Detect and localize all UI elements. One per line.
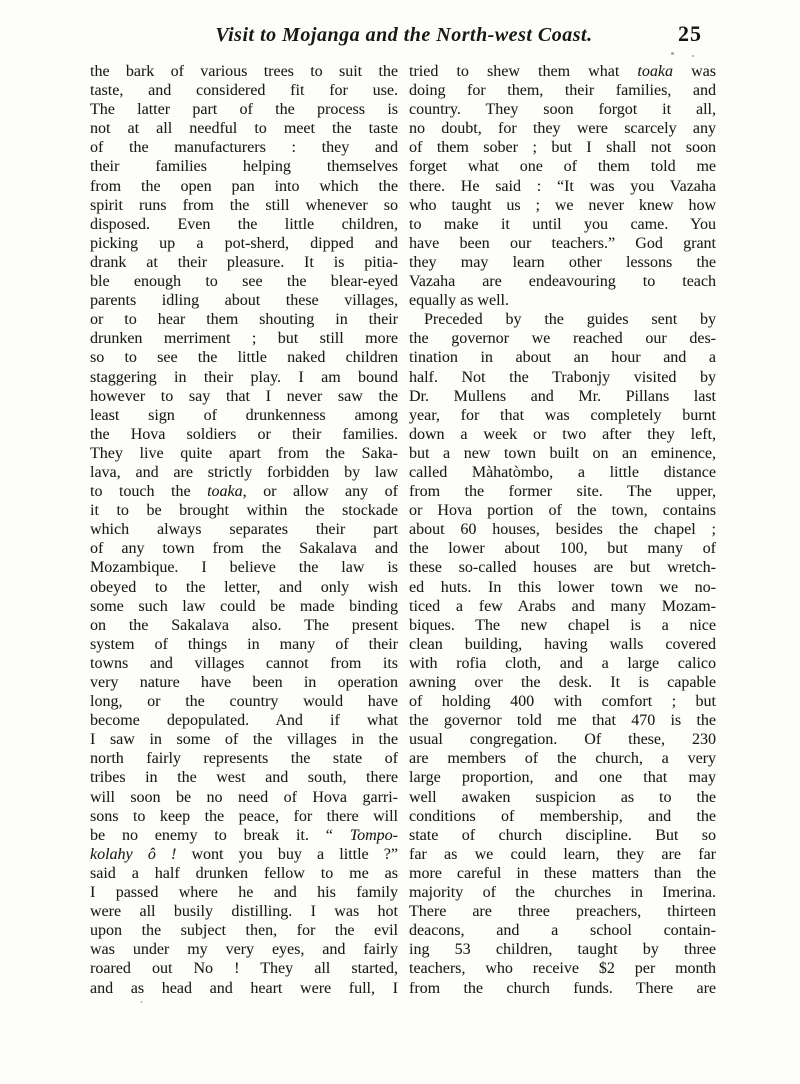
text-line: will soon be no need of Hova garri- [90, 788, 398, 806]
text-line: on the Sakalava also. The present [90, 616, 398, 634]
text-line: kolahy ô ! wont you buy a little ?” [90, 845, 398, 863]
text-line: teachers, who receive $2 per month [409, 960, 716, 978]
text-line: system of things in many of their [90, 635, 398, 653]
text-line: towns and villages cannot from its [90, 654, 398, 672]
text-line: with rofia cloth, and a large calico [409, 654, 716, 672]
ink-speck [140, 1001, 143, 1003]
text-line: or to hear them shouting in their [90, 311, 398, 329]
text-line: parents idling about these villages, [90, 292, 398, 310]
text-line: There are three preachers, thirteen [409, 903, 716, 921]
text-line: tried to shew them what toaka was [409, 63, 716, 80]
text-line: their families helping themselves [90, 158, 398, 176]
text-line: deacons, and a school contain- [409, 922, 716, 940]
text-line: the governor told me that 470 is the [409, 712, 716, 730]
text-line: they may learn other lessons the [409, 253, 716, 271]
text-line: the governor we reached our des- [409, 330, 716, 348]
text-line: upon the subject then, for the evil [90, 922, 398, 940]
text-line: from the open pan into which the [90, 177, 398, 195]
text-line: said a half drunken fellow to me as [90, 864, 398, 882]
page-number: 25 [678, 21, 702, 46]
text-line: ing 53 children, taught by three [409, 941, 716, 959]
text-line: it to be brought within the stockade [90, 502, 398, 520]
column-right [409, 62, 716, 998]
text-line: but a new town built on an eminence, [409, 444, 716, 462]
ink-speck [671, 52, 674, 55]
text-line: no doubt, for they were scarcely any [409, 120, 716, 138]
text-line: however to say that I never saw the [90, 387, 398, 405]
text-line: more careful in these matters than the [409, 864, 716, 882]
text-line: to touch the toaka, or allow any of [90, 483, 398, 501]
text-line: Dr. Mullens and Mr. Pillans last [409, 387, 716, 405]
text-line: large proportion, and one that may [409, 769, 716, 787]
text-line: from the church funds. There are [409, 979, 716, 997]
text-line: majority of the churches in Imerina. [409, 884, 716, 902]
text-line: Mozambique. I believe the law is [90, 559, 398, 577]
column-left [90, 62, 398, 998]
text-line: year, for that was completely burnt [409, 406, 716, 424]
text-line: ble enough to see the blear-eyed [90, 273, 398, 291]
text-line: be no enemy to break it. “ Tompo- [90, 826, 398, 844]
text-line: Vazaha are endeavouring to teach [409, 273, 716, 291]
text-line: roared out No ! They all started, [90, 960, 398, 978]
text-line: some such law could be made binding [90, 597, 398, 615]
text-line: long, or the country would have [90, 693, 398, 711]
text-line: from the former site. The upper, [409, 483, 716, 501]
text-line: spirit runs from the still whenever so [90, 196, 398, 214]
text-line: staggering in their play. I am bound [90, 368, 398, 386]
text-line: about 60 houses, besides the chapel ; [409, 521, 716, 539]
text-line: there. He said : “It was you Vazaha [409, 177, 716, 195]
text-line: so to see the little naked children [90, 349, 398, 367]
text-line: clean building, having walls covered [409, 635, 716, 653]
text-line: lava, and are strictly forbidden by law [90, 463, 398, 481]
text-line: I saw in some of the villages in the [90, 731, 398, 749]
text-line: very nature have been in operation [90, 674, 398, 691]
text-line: drunken merriment ; but still more [90, 330, 398, 348]
text-line: tination in about an hour and a [409, 349, 716, 367]
text-line: half. Not the Trabonjy visited by [409, 368, 716, 386]
text-line: biques. The new chapel is a nice [409, 616, 716, 634]
text-line: ticed a few Arabs and many Mozam- [409, 597, 716, 615]
text-line: usual congregation. Of these, 230 [409, 731, 716, 749]
text-line: to make it until you came. You [409, 215, 716, 233]
text-line: was under my very eyes, and fairly [90, 941, 398, 959]
text-line: become depopulated. And if what [90, 712, 398, 730]
text-line: the lower about 100, but many of [409, 540, 716, 558]
text-line: were all busily distilling. I was hot [90, 903, 398, 921]
text-line: picking up a pot-sherd, dipped and [90, 234, 398, 252]
text-line: or Hova portion of the town, contains [409, 502, 716, 520]
text-line: down a week or two after they left, [409, 425, 716, 443]
text-line: forget what one of them told me [409, 158, 716, 176]
text-line: of any town from the Sakalava and [90, 540, 398, 558]
text-line: tribes in the west and south, there [90, 769, 398, 787]
text-line: equally as well. [409, 292, 509, 310]
text-line: awning over the desk. It is capable [409, 674, 716, 691]
text-line: and as head and heart were full, I [90, 979, 398, 997]
text-line: Preceded by the guides sent by [424, 311, 716, 329]
text-line: doing for them, their families, and [409, 82, 716, 100]
text-line: well awaken suspicion as to the [409, 788, 716, 806]
text-line: drank at their pleasure. It is pitia- [90, 253, 398, 271]
text-line: conditions of membership, and the [409, 807, 716, 825]
text-line: the Hova soldiers or their families. [90, 425, 398, 443]
text-line: these so-called houses are but wretch- [409, 559, 716, 577]
text-line: state of church discipline. But so [409, 826, 716, 844]
text-line: of them sober ; but I shall not soon [409, 139, 716, 157]
text-line: least sign of drunkenness among [90, 406, 398, 424]
text-line: which always separates their part [90, 521, 398, 539]
text-line: They live quite apart from the Saka- [90, 444, 398, 462]
text-line: The latter part of the process is [90, 101, 398, 119]
text-line: of holding 400 with comfort ; but [409, 693, 716, 711]
text-line: disposed. Even the little children, [90, 215, 398, 233]
running-head-title: Visit to Mojanga and the North-west Coast. [215, 24, 593, 46]
text-line: who taught us ; we never knew how [409, 196, 716, 214]
text-line: far as we could learn, they are far [409, 845, 716, 863]
text-line: are members of the church, a very [409, 750, 716, 768]
text-line: I passed where he and his family [90, 884, 398, 902]
text-line: ed huts. In this lower town we no- [409, 578, 716, 596]
text-line: obeyed to the letter, and only wish [90, 578, 398, 596]
text-line: taste, and considered fit for use. [90, 82, 398, 100]
text-line: not at all needful to meet the taste [90, 120, 398, 138]
text-line: country. They soon forgot it all, [409, 101, 716, 119]
text-line: the bark of various trees to suit the [90, 63, 398, 80]
text-line: sons to keep the peace, for there will [90, 807, 398, 825]
text-line: called Màhatòmbo, a little distance [409, 463, 716, 481]
text-line: north fairly represents the state of [90, 750, 398, 768]
ink-speck [692, 55, 694, 57]
text-line: of the manufacturers : they and [90, 139, 398, 157]
text-line: have been our teachers.” God grant [409, 234, 716, 252]
